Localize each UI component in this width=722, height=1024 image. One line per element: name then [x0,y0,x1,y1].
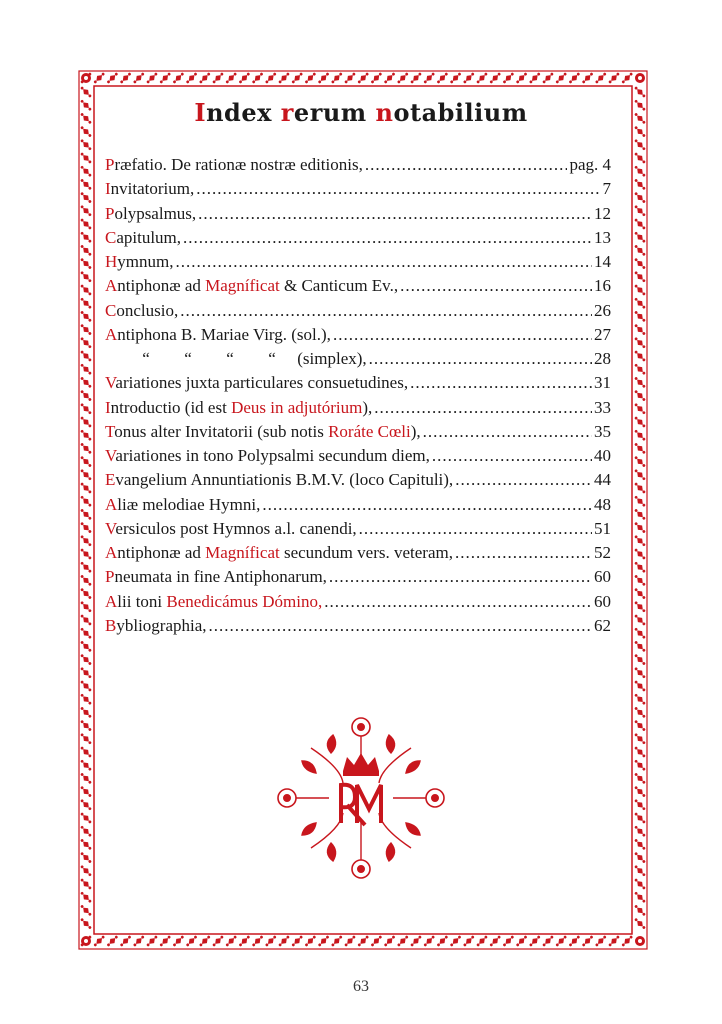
entry-red-text: Roráte Cœli [328,421,411,441]
page-ref: 60 [594,567,611,587]
entry-label [105,226,181,250]
page-ref: 33 [594,397,611,417]
toc-entry [105,541,611,565]
table-of-contents [105,153,611,638]
ditto-mark: “ [268,349,276,368]
entry-text-continued: ), [410,421,421,441]
toc-entry [105,177,611,201]
ditto-mark: “ [226,349,234,368]
page-ref: 28 [594,349,611,368]
page-ref: 7 [602,179,611,199]
page-title [0,98,722,127]
page-ref: 44 [594,470,611,490]
title-part: otabilium [393,98,528,127]
toc-entry [105,202,611,226]
page-ref: 14 [594,252,611,271]
dot-leader [324,590,592,614]
dot-leader [196,177,600,201]
toc-entry [105,420,611,444]
entry-label [105,153,363,177]
entry-text: lii toni [117,591,167,611]
dot-leader [365,153,568,177]
entry-label [105,517,357,541]
dot-leader [400,274,592,298]
toc-entry [105,614,611,638]
entry-red-text: Benedicámus Dómino, [166,591,323,611]
dot-leader [175,250,592,274]
toc-entry [105,226,611,250]
red-initial: A [105,543,118,562]
dot-leader [209,614,592,638]
page-number: 63 [353,978,369,995]
toc-entry [105,153,611,177]
entry-text: onus alter Invitatorii (sub notis [114,421,329,441]
title-part: r [280,98,294,127]
red-initial: A [105,494,118,514]
entry-text: olypsalmus, [114,203,197,223]
entry-text: ariationes in tono Polypsalmi secundum diem, [115,446,430,465]
page-ref: 27 [594,324,611,344]
dot-leader [410,371,592,395]
toc-entry [105,323,611,347]
entry-red-text: Magníficat [205,543,280,562]
entry-red-text: Deus in adjutórium [231,397,363,417]
entry-label [105,420,421,444]
entry-text: ersiculos post Hymnos a.l. canendi, [115,518,357,538]
toc-entry [105,468,611,492]
dot-leader [183,226,592,250]
entry-text-continued: secundum vers. veteram, [279,543,453,562]
red-initial: P [105,203,115,223]
entry-text: ntiphonæ ad [117,276,206,296]
toc-entry [105,493,611,517]
red-initial: V [105,446,116,465]
ditto-mark: “ [142,349,150,368]
entry-label [105,444,430,468]
toc-entry [105,565,611,589]
entry-text: apitulum, [116,227,182,247]
entry-text: vangelium Annuntiationis B.M.V. (loco Capituli), [115,470,454,490]
entry-label [105,614,207,638]
entry-text-continued: ), [362,397,373,417]
page-ref: pag. 4 [569,155,611,174]
title-part: ndex [206,98,281,127]
red-initial: A [105,591,118,611]
dot-leader [329,565,592,589]
ditto-mark: “ [184,349,192,368]
page-ref: 13 [594,227,611,247]
red-initial: I [105,397,111,417]
red-initial: E [105,470,116,490]
page-ref: 51 [594,518,611,538]
entry-label [105,590,322,614]
red-initial: C [105,300,117,320]
entry-label [105,541,453,565]
entry-text-continued: & Canticum Ev., [279,276,399,296]
dot-leader [374,396,592,420]
entry-text: ræfatio. De rationæ nostræ editionis, [114,155,363,174]
entry-text: ntiphonæ ad [117,543,206,562]
page-ref: 60 [594,591,611,611]
page-ref: 40 [594,446,611,465]
entry-label [105,250,173,274]
page-ref: 62 [594,615,611,635]
entry-text: liæ melodiae Hymni, [117,494,261,514]
red-initial: P [105,155,115,174]
dot-leader [333,323,592,347]
toc-entry [105,517,611,541]
red-initial: V [105,518,116,538]
dot-leader [359,517,592,541]
dot-leader [262,493,592,517]
dot-leader [180,299,592,323]
entry-label [105,202,196,226]
page-ref: 35 [594,421,611,441]
entry-label [105,347,367,371]
toc-entry [105,590,611,614]
red-initial: V [105,373,116,393]
title-part: I [194,98,207,127]
entry-label [105,323,331,347]
title-part: n [375,98,394,127]
entry-text: ntroductio (id est [110,397,232,417]
red-initial: C [105,227,117,247]
dot-leader [455,468,592,492]
entry-text: ntiphona B. Mariae Virg. (sol.), [117,324,331,344]
entry-label [105,177,194,201]
dot-leader [198,202,592,226]
red-initial: A [105,324,118,344]
dot-leader [423,420,592,444]
red-initial: P [105,567,115,587]
title-part: erum [293,98,376,127]
red-initial: A [105,276,118,296]
toc-entry [105,274,611,298]
page-ref: 12 [594,203,611,223]
dot-leader [432,444,592,468]
red-initial: T [105,421,115,441]
entry-text: ymnum, [117,252,174,271]
toc-entry [105,250,611,274]
toc-entry [105,299,611,323]
red-initial: H [105,252,118,271]
dot-leader [369,347,592,371]
entry-label [105,565,327,589]
entry-text: ariationes juxta particulares consuetudines, [115,373,409,393]
entry-text: onclusio, [116,300,179,320]
entry-text: nvitatorium, [110,179,195,199]
red-initial: B [105,615,117,635]
entry-label [105,274,398,298]
toc-entry [105,444,611,468]
crowned-monogram-icon [271,713,451,883]
entry-label [105,396,372,420]
toc-entry [105,347,611,371]
entry-red-text: Magníficat [205,276,280,296]
dot-leader [455,541,592,565]
page-ref: 26 [594,300,611,320]
page-ref: 31 [594,373,611,393]
red-initial: I [105,179,111,199]
entry-label [105,493,260,517]
page-ref: 16 [594,276,611,296]
entry-label [105,468,453,492]
page-ref: 48 [594,494,611,514]
entry-text: ybliographia, [116,615,207,635]
page-ref: 52 [594,543,611,562]
entry-label [105,371,408,395]
toc-entry [105,396,611,420]
entry-label [105,299,178,323]
entry-text: neumata in fine Antiphonarum, [114,567,327,587]
toc-entry [105,371,611,395]
entry-text: (simplex), [293,349,367,368]
